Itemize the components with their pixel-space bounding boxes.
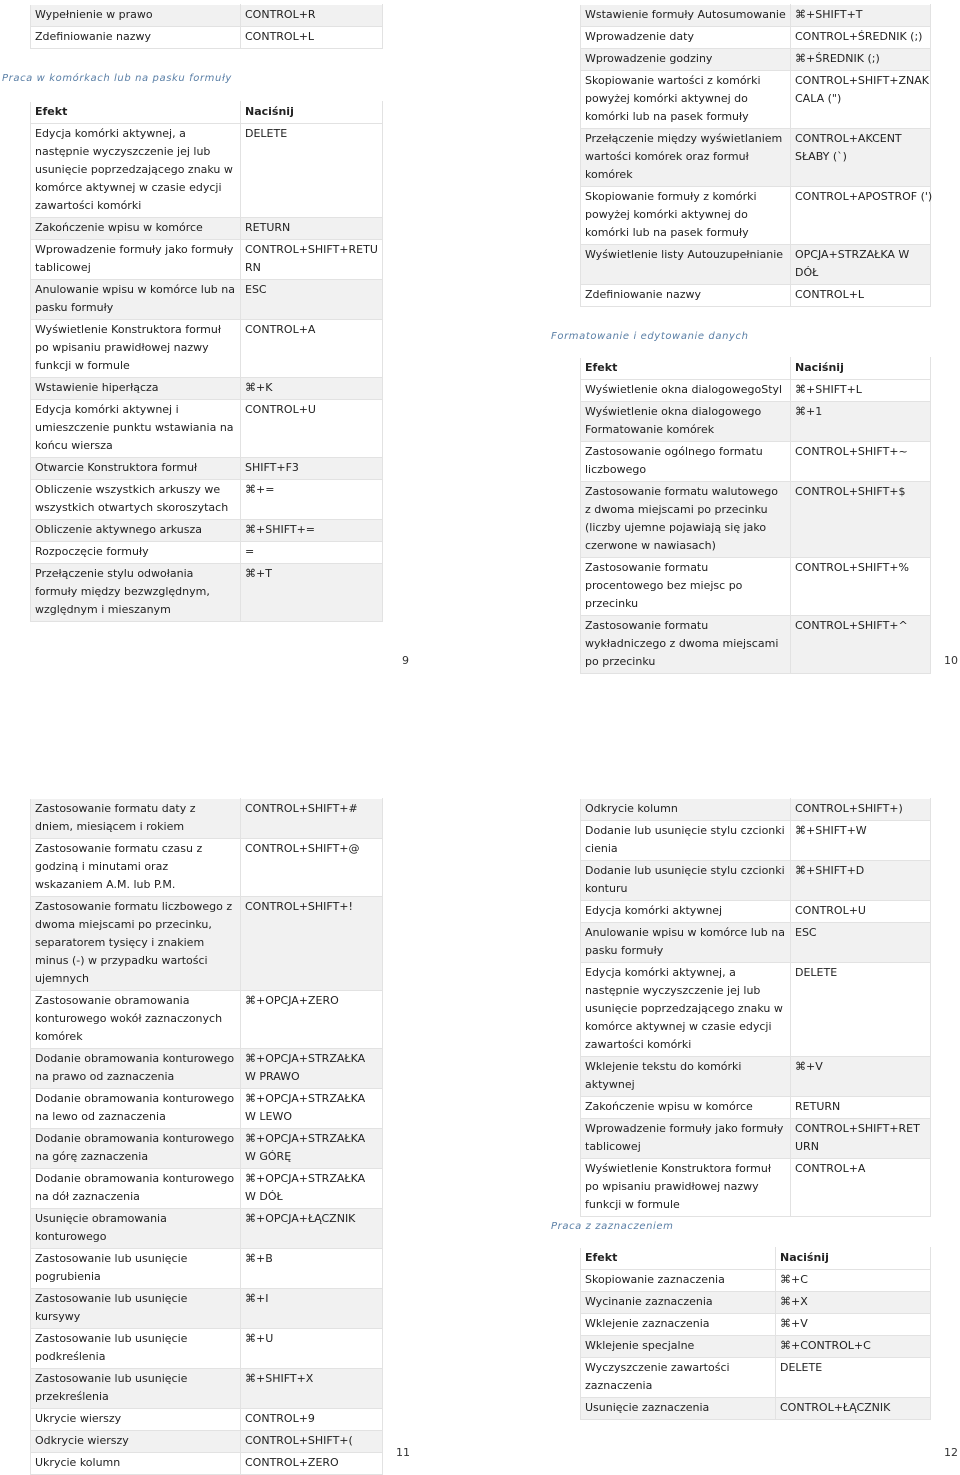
page-number: 11 xyxy=(396,1446,410,1459)
table-row xyxy=(581,558,931,616)
keys-cell: ⌘+1 xyxy=(791,402,931,442)
page-number: 9 xyxy=(402,654,409,667)
action-cell: Zastosowanie formatu czasu z godziną i minutami oraz wskazaniem A.M. lub P.M. xyxy=(31,839,241,897)
table-row xyxy=(31,1409,383,1431)
keys-cell: ESC xyxy=(241,280,383,320)
keys-cell: CONTROL+R xyxy=(241,5,383,27)
action-cell: Obliczenie aktywnego arkusza xyxy=(31,520,241,542)
action-cell: Ukrycie wierszy xyxy=(31,1409,241,1431)
table-row xyxy=(31,480,383,520)
action-cell: Wyświetlenie okna dialogowegoStyl xyxy=(581,380,791,402)
action-cell: Wyświetlenie Konstruktora formuł po wpisaniu prawidłowej nazwy funkcji w formule xyxy=(31,320,241,378)
table-row xyxy=(31,458,383,480)
action-cell: Zastosowanie lub usunięcie pogrubienia xyxy=(31,1249,241,1289)
table-header-row xyxy=(31,102,383,124)
table-row xyxy=(31,5,383,27)
table-header-row xyxy=(581,1248,931,1270)
action-cell: Wyświetlenie listy Autouzupełnianie xyxy=(581,245,791,285)
action-cell: Zastosowanie lub usunięcie przekreślenia xyxy=(31,1369,241,1409)
table-row xyxy=(581,616,931,674)
keys-cell: CONTROL+SHIFT+! xyxy=(241,897,383,991)
keys-cell: CONTROL+SHIFT+ZNAK CALA (") xyxy=(791,71,931,129)
action-cell: Skopiowanie zaznaczenia xyxy=(581,1270,776,1292)
keys-cell: CONTROL+AKCENT SŁABY (`) xyxy=(791,129,931,187)
column-header-action: Efekt xyxy=(31,102,241,124)
action-cell: Wklejenie zaznaczenia xyxy=(581,1314,776,1336)
keys-cell: CONTROL+L xyxy=(791,285,931,307)
keys-cell: ⌘+OPCJA+STRZAŁKA W GÓRĘ xyxy=(241,1129,383,1169)
table-row xyxy=(581,799,931,821)
action-cell: Zdefiniowanie nazwy xyxy=(31,27,241,49)
action-cell: Ukrycie kolumn xyxy=(31,1453,241,1475)
action-cell: Zastosowanie formatu wykładniczego z dwoma miejscami po przecinku xyxy=(581,616,791,674)
table-row xyxy=(581,5,931,27)
shortcut-table xyxy=(580,357,931,674)
column-header-action: Efekt xyxy=(581,358,791,380)
action-cell: Wklejenie specjalne xyxy=(581,1336,776,1358)
table-row xyxy=(581,901,931,923)
action-cell: Otwarcie Konstruktora formuł xyxy=(31,458,241,480)
action-cell: Wprowadzenie formuły jako formuły tablicowej xyxy=(31,240,241,280)
action-cell: Przełączenie stylu odwołania formuły między bezwzględnym, względnym i mieszanym xyxy=(31,564,241,622)
table-row xyxy=(581,1057,931,1097)
action-cell: Wprowadzenie godziny xyxy=(581,49,791,71)
table-row xyxy=(581,1358,931,1398)
keys-cell: CONTROL+SHIFT+RETURN xyxy=(791,1119,931,1159)
action-cell: Zastosowanie formatu liczbowego z dwoma miejscami po przecinku, separatorem tysięcy i znakiem minus (-) w przypadku wartości ujemnych xyxy=(31,897,241,991)
keys-cell: CONTROL+A xyxy=(241,320,383,378)
action-cell: Zakończenie wpisu w komórce xyxy=(581,1097,791,1119)
keys-cell: ⌘+SHIFT+W xyxy=(791,821,931,861)
action-cell: Wyświetlenie Konstruktora formuł po wpisaniu prawidłowej nazwy funkcji w formule xyxy=(581,1159,791,1217)
keys-cell: DELETE xyxy=(776,1358,931,1398)
keys-cell: CONTROL+SHIFT+( xyxy=(241,1431,383,1453)
shortcut-table xyxy=(30,4,383,49)
action-cell: Wprowadzenie daty xyxy=(581,27,791,49)
keys-cell: ⌘+K xyxy=(241,378,383,400)
keys-cell: CONTROL+L xyxy=(241,27,383,49)
action-cell: Dodanie obramowania konturowego na lewo od zaznaczenia xyxy=(31,1089,241,1129)
action-cell: Anulowanie wpisu w komórce lub na pasku formuły xyxy=(31,280,241,320)
table-row xyxy=(31,1209,383,1249)
column-header-keys: Naciśnij xyxy=(241,102,383,124)
page-number: 12 xyxy=(944,1446,958,1459)
section-title: Praca w komórkach lub na pasku formuły xyxy=(2,73,232,84)
keys-cell: SHIFT+F3 xyxy=(241,458,383,480)
page-number: 10 xyxy=(944,654,958,667)
table-row xyxy=(581,71,931,129)
table-row xyxy=(581,1314,931,1336)
table-row xyxy=(31,1369,383,1409)
table-row xyxy=(31,124,383,218)
action-cell: Odkrycie kolumn xyxy=(581,799,791,821)
action-cell: Zastosowanie formatu procentowego bez miejsc po przecinku xyxy=(581,558,791,616)
keys-cell: ⌘+C xyxy=(776,1270,931,1292)
keys-cell: DELETE xyxy=(241,124,383,218)
table-row xyxy=(581,380,931,402)
action-cell: Zastosowanie formatu daty z dniem, miesiącem i rokiem xyxy=(31,799,241,839)
action-cell: Wstawienie hiperłącza xyxy=(31,378,241,400)
table-row xyxy=(31,564,383,622)
table-row xyxy=(31,839,383,897)
action-cell: Edycja komórki aktywnej xyxy=(581,901,791,923)
action-cell: Dodanie obramowania konturowego na prawo od zaznaczenia xyxy=(31,1049,241,1089)
keys-cell: ⌘+SHIFT+D xyxy=(791,861,931,901)
action-cell: Usunięcie zaznaczenia xyxy=(581,1398,776,1420)
action-cell: Wyświetlenie okna dialogowego Formatowanie komórek xyxy=(581,402,791,442)
table-row xyxy=(31,799,383,839)
table-row xyxy=(31,1049,383,1089)
table-row xyxy=(581,49,931,71)
keys-cell: OPCJA+STRZAŁKA W DÓŁ xyxy=(791,245,931,285)
table-row xyxy=(581,1336,931,1358)
keys-cell: CONTROL+SHIFT+# xyxy=(241,799,383,839)
table-row xyxy=(581,1097,931,1119)
action-cell: Dodanie lub usunięcie stylu czcionki cienia xyxy=(581,821,791,861)
shortcut-table xyxy=(580,1247,931,1420)
section-title: Formatowanie i edytowanie danych xyxy=(551,331,749,342)
table-row xyxy=(31,1431,383,1453)
section-title: Praca z zaznaczeniem xyxy=(551,1221,674,1232)
shortcut-table xyxy=(30,101,383,622)
table-row xyxy=(581,187,931,245)
keys-cell: ⌘+OPCJA+STRZAŁKA W PRAWO xyxy=(241,1049,383,1089)
table-row xyxy=(31,991,383,1049)
keys-cell: ⌘+I xyxy=(241,1289,383,1329)
action-cell: Edycja komórki aktywnej i umieszczenie punktu wstawiania na końcu wiersza xyxy=(31,400,241,458)
column-header-keys: Naciśnij xyxy=(791,358,931,380)
keys-cell: ⌘+SHIFT+T xyxy=(791,5,931,27)
keys-cell: CONTROL+9 xyxy=(241,1409,383,1431)
table-row xyxy=(581,963,931,1057)
keys-cell: ⌘+OPCJA+STRZAŁKA W LEWO xyxy=(241,1089,383,1129)
keys-cell: CONTROL+SHIFT+@ xyxy=(241,839,383,897)
action-cell: Anulowanie wpisu w komórce lub na pasku formuły xyxy=(581,923,791,963)
shortcut-table xyxy=(30,798,383,1475)
table-row xyxy=(31,897,383,991)
keys-cell: CONTROL+APOSTROF (') xyxy=(791,187,931,245)
table-row xyxy=(31,1249,383,1289)
action-cell: Dodanie lub usunięcie stylu czcionki konturu xyxy=(581,861,791,901)
table-row xyxy=(581,129,931,187)
keys-cell: ⌘+OPCJA+STRZAŁKA W DÓŁ xyxy=(241,1169,383,1209)
action-cell: Obliczenie wszystkich arkuszy we wszystkich otwartych skoroszytach xyxy=(31,480,241,520)
keys-cell: ⌘+SHIFT+= xyxy=(241,520,383,542)
table-row xyxy=(31,400,383,458)
action-cell: Przełączenie między wyświetlaniem wartości komórek oraz formuł komórek xyxy=(581,129,791,187)
table-row xyxy=(31,1453,383,1475)
table-row xyxy=(581,442,931,482)
keys-cell: ⌘+X xyxy=(776,1292,931,1314)
shortcut-table xyxy=(580,4,931,307)
action-cell: Wyczyszczenie zawartości zaznaczenia xyxy=(581,1358,776,1398)
action-cell: Zastosowanie obramowania konturowego wokół zaznaczonych komórek xyxy=(31,991,241,1049)
action-cell: Rozpoczęcie formuły xyxy=(31,542,241,564)
table-row xyxy=(31,218,383,240)
table-row xyxy=(31,240,383,280)
table-row xyxy=(581,861,931,901)
keys-cell: ⌘+U xyxy=(241,1329,383,1369)
keys-cell: CONTROL+ŁĄCZNIK xyxy=(776,1398,931,1420)
action-cell: Dodanie obramowania konturowego na górę zaznaczenia xyxy=(31,1129,241,1169)
keys-cell: CONTROL+SHIFT+^ xyxy=(791,616,931,674)
action-cell: Odkrycie wierszy xyxy=(31,1431,241,1453)
action-cell: Zastosowanie formatu walutowego z dwoma miejscami po przecinku (liczby ujemne pojawiają się jako czerwone w nawiasach) xyxy=(581,482,791,558)
column-header-action: Efekt xyxy=(581,1248,776,1270)
keys-cell: RETURN xyxy=(791,1097,931,1119)
keys-cell: ESC xyxy=(791,923,931,963)
table-row xyxy=(581,402,931,442)
action-cell: Edycja komórki aktywnej, a następnie wyczyszczenie jej lub usunięcie poprzedzającego znaku w komórce aktywnej w czasie edycji zawartości komórki xyxy=(31,124,241,218)
action-cell: Edycja komórki aktywnej, a następnie wyczyszczenie jej lub usunięcie poprzedzającego znaku w komórce aktywnej w czasie edycji zawartości komórki xyxy=(581,963,791,1057)
table-row xyxy=(31,542,383,564)
shortcut-table xyxy=(580,798,931,1217)
table-row xyxy=(581,1292,931,1314)
action-cell: Wstawienie formuły Autosumowanie xyxy=(581,5,791,27)
table-row xyxy=(581,27,931,49)
table-row xyxy=(581,1119,931,1159)
column-header-keys: Naciśnij xyxy=(776,1248,931,1270)
keys-cell: ⌘+ŚREDNIK (;) xyxy=(791,49,931,71)
keys-cell: CONTROL+SHIFT+~ xyxy=(791,442,931,482)
table-row xyxy=(581,482,931,558)
action-cell: Zastosowanie lub usunięcie podkreślenia xyxy=(31,1329,241,1369)
table-row xyxy=(31,520,383,542)
table-header-row xyxy=(581,358,931,380)
keys-cell: CONTROL+U xyxy=(791,901,931,923)
keys-cell: ⌘+SHIFT+L xyxy=(791,380,931,402)
action-cell: Zastosowanie lub usunięcie kursywy xyxy=(31,1289,241,1329)
keys-cell: CONTROL+U xyxy=(241,400,383,458)
action-cell: Wycinanie zaznaczenia xyxy=(581,1292,776,1314)
keys-cell: CONTROL+ŚREDNIK (;) xyxy=(791,27,931,49)
keys-cell: CONTROL+SHIFT+$ xyxy=(791,482,931,558)
keys-cell: ⌘+SHIFT+X xyxy=(241,1369,383,1409)
action-cell: Zdefiniowanie nazwy xyxy=(581,285,791,307)
keys-cell: ⌘+CONTROL+C xyxy=(776,1336,931,1358)
keys-cell: CONTROL+ZERO xyxy=(241,1453,383,1475)
table-row xyxy=(581,1159,931,1217)
action-cell: Skopiowanie wartości z komórki powyżej komórki aktywnej do komórki lub na pasek formuły xyxy=(581,71,791,129)
table-row xyxy=(31,1129,383,1169)
table-row xyxy=(31,280,383,320)
table-row xyxy=(581,821,931,861)
keys-cell: ⌘+V xyxy=(791,1057,931,1097)
keys-cell: CONTROL+A xyxy=(791,1159,931,1217)
keys-cell: ⌘+T xyxy=(241,564,383,622)
table-row xyxy=(581,285,931,307)
keys-cell: ⌘+V xyxy=(776,1314,931,1336)
keys-cell: CONTROL+SHIFT+RETURN xyxy=(241,240,383,280)
keys-cell: = xyxy=(241,542,383,564)
action-cell: Usunięcie obramowania konturowego xyxy=(31,1209,241,1249)
table-row xyxy=(31,378,383,400)
action-cell: Wklejenie tekstu do komórki aktywnej xyxy=(581,1057,791,1097)
table-row xyxy=(581,245,931,285)
table-row xyxy=(581,1398,931,1420)
keys-cell: ⌘+= xyxy=(241,480,383,520)
table-row xyxy=(581,923,931,963)
keys-cell: ⌘+OPCJA+ZERO xyxy=(241,991,383,1049)
keys-cell: RETURN xyxy=(241,218,383,240)
action-cell: Wypełnienie w prawo xyxy=(31,5,241,27)
keys-cell: CONTROL+SHIFT+) xyxy=(791,799,931,821)
table-row xyxy=(31,1169,383,1209)
table-row xyxy=(31,27,383,49)
table-row xyxy=(31,1329,383,1369)
action-cell: Zastosowanie ogólnego formatu liczbowego xyxy=(581,442,791,482)
action-cell: Dodanie obramowania konturowego na dół zaznaczenia xyxy=(31,1169,241,1209)
keys-cell: ⌘+B xyxy=(241,1249,383,1289)
table-row xyxy=(581,1270,931,1292)
table-row xyxy=(31,1089,383,1129)
keys-cell: CONTROL+SHIFT+% xyxy=(791,558,931,616)
keys-cell: DELETE xyxy=(791,963,931,1057)
action-cell: Wprowadzenie formuły jako formuły tablicowej xyxy=(581,1119,791,1159)
action-cell: Zakończenie wpisu w komórce xyxy=(31,218,241,240)
table-row xyxy=(31,320,383,378)
keys-cell: ⌘+OPCJA+ŁĄCZNIK xyxy=(241,1209,383,1249)
action-cell: Skopiowanie formuły z komórki powyżej komórki aktywnej do komórki lub na pasek formuły xyxy=(581,187,791,245)
table-row xyxy=(31,1289,383,1329)
